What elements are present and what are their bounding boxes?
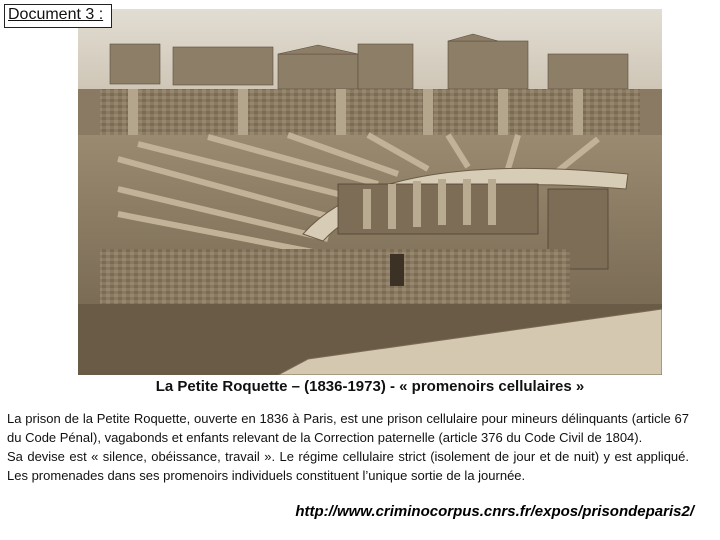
front-door [390,254,404,286]
prison-photograph [78,9,662,375]
paragraph-2: Sa devise est « silence, obéissance, travail ». Le régime cellulaire strict (isolement de jour et de nuit) y est appliqué. Les promenades dans ses promenoirs individuels constituent l’unique sortie de la journée. [7,449,689,483]
paragraph-1: La prison de la Petite Roquette, ouverte en 1836 à Paris, est une prison cellulaire pour mineurs délinquants (article 67 du Code Pénal), vagabonds et enfants relevant de la Correction paternelle (article 376 du Code Civil de 1804). [7,411,689,445]
photograph-illustration [78,9,662,375]
description-text [7,409,689,485]
source-link[interactable]: http://www.criminocorpus.cnrs.fr/expos/prisondeparis2/ [295,503,694,520]
front-wall [100,249,570,309]
document-label: Document 3 : [4,4,112,28]
photo-caption: La Petite Roquette – (1836-1973) - « promenoirs cellulaires » [155,378,585,395]
outer-wall [100,89,640,135]
